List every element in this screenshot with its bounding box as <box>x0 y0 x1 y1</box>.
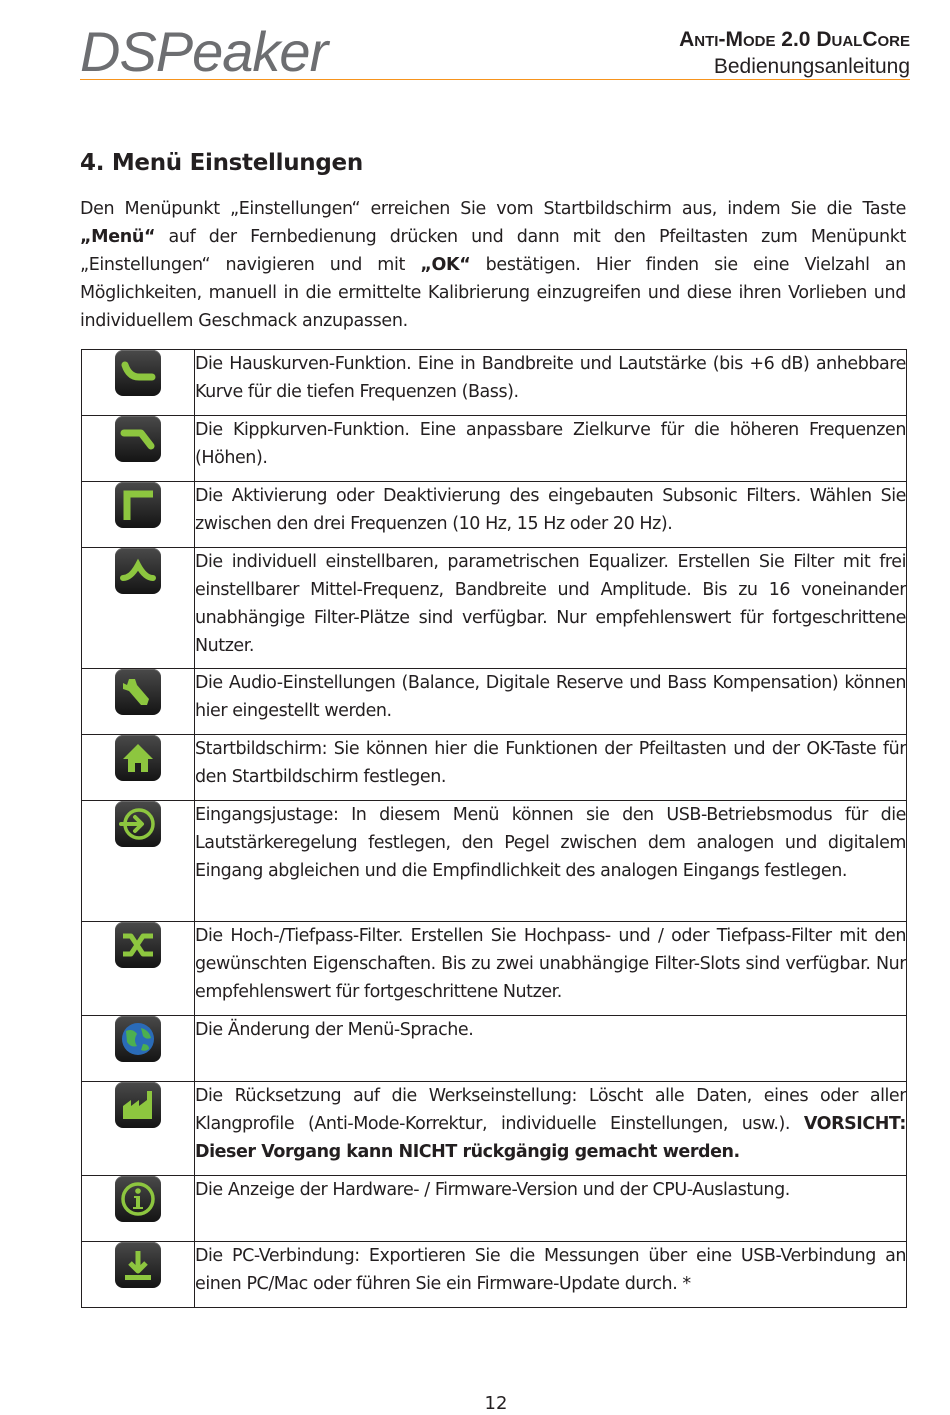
table-row <box>82 548 907 669</box>
row-description: Die Hauskurven-Funktion. Eine in Bandbreite und Lautstärke (bis +6 dB) anhebbare Kurve für die tiefen Frequenzen (Bass). <box>195 350 907 416</box>
table-row <box>82 669 907 735</box>
warning-text: VORSICHT: Dieser Vorgang kann NICHT rückgängig gemacht werden. <box>195 1114 906 1162</box>
row-description: Die Hoch-/Tiefpass-Filter. Erstellen Sie Hochpass- und / oder Tiefpass-Filter mit den gewünschten Eigenschaften. Bis zu zwei unabhängige Filter-Slots sind verfügbar. Nur empfehlenswert für fortgeschrittene Nutzer. <box>195 922 907 1016</box>
table-row <box>82 416 907 482</box>
row-description: Die Audio-Einstellungen (Balance, Digitale Reserve und Bass Kompensation) können hier eingestellt werden. <box>195 669 907 735</box>
parametric-eq-icon <box>115 548 161 594</box>
factory-reset-text: Die Rücksetzung auf die Werkseinstellung: Löscht alle Daten, eines oder aller Klangprofile (Anti-Mode-Korrektur, individuelle Einstellungen, usw.). <box>195 1086 906 1134</box>
brand-logo: DSPeaker <box>80 20 328 83</box>
page-number: 12 <box>484 1393 508 1414</box>
wrench-icon <box>115 669 161 715</box>
house-curve-icon <box>115 350 161 396</box>
menu-key-label: „Menü“ <box>80 227 156 247</box>
row-description: Die Anzeige der Hardware- / Firmware-Version und der CPU-Auslastung. <box>195 1176 907 1242</box>
intro-text-1: Den Menüpunkt „Einstellungen“ erreichen Sie vom Startbildschirm aus, indem Sie die Taste <box>80 199 906 219</box>
product-title: Anti-Mode 2.0 DualCore <box>679 28 910 51</box>
crossover-icon <box>115 922 161 968</box>
table-row <box>82 350 907 416</box>
table-row <box>82 1176 907 1242</box>
intro-text-2: auf der Fernbedienung drücken und dann mit den Pfeiltasten zum Menüpunkt „Einstellungen“ navigieren und mit <box>80 227 906 275</box>
info-icon <box>115 1176 161 1222</box>
table-row <box>82 1016 907 1082</box>
factory-icon <box>115 1082 161 1128</box>
row-description: Die Aktivierung oder Deaktivierung des eingebauten Subsonic Filters. Wählen Sie zwischen den drei Frequenzen (10 Hz, 15 Hz oder 20 Hz). <box>195 482 907 548</box>
row-description: Eingangsjustage: In diesem Menü können sie den USB-Betriebsmodus für die Lautstärkeregelung festlegen, den Pegel zwischen dem analogen und digitalem Eingang abgleichen und die Empfindlichkeit des analogen Eingangs festlegen. <box>195 801 907 922</box>
ok-key-label: „OK“ <box>420 255 471 275</box>
table-row <box>82 482 907 548</box>
download-icon <box>115 1242 161 1288</box>
table-row <box>82 735 907 801</box>
home-icon <box>115 735 161 781</box>
row-description: Startbildschirm: Sie können hier die Funktionen der Pfeiltasten und der OK-Taste für den Startbildschirm festlegen. <box>195 735 907 801</box>
header-divider <box>80 79 910 80</box>
input-icon <box>115 801 161 847</box>
table-row <box>82 1082 907 1176</box>
tilt-curve-icon <box>115 416 161 462</box>
intro-paragraph <box>80 195 906 335</box>
table-row <box>82 1242 907 1308</box>
globe-icon <box>115 1016 161 1062</box>
row-description: Die Änderung der Menü-Sprache. <box>195 1016 907 1082</box>
row-description: Die individuell einstellbaren, parametrischen Equalizer. Erstellen Sie Filter mit frei einstellbarer Mittel-Frequenz, Bandbreite und Amplitude. Bis zu 16 voneinander unabhängige Filter-Plätze sind verfügbar. Nur empfehlenswert für fortgeschrittene Nutzer. <box>195 548 907 669</box>
row-description <box>195 1082 907 1176</box>
intro-text-3: bestätigen. Hier finden sie eine Vielzahl an Möglichkeiten, manuell in die ermittelte Kalibrierung einzugreifen und diese ihren Vorlieben und individuellem Geschmack anzupassen. <box>80 255 906 331</box>
section-heading: 4. Menü Einstellungen <box>80 150 363 176</box>
settings-menu-table <box>81 349 907 1308</box>
row-description: Die PC-Verbindung: Exportieren Sie die Messungen über eine USB-Verbindung an einen PC/Mac oder führen Sie ein Firmware-Update durch. * <box>195 1242 907 1308</box>
subsonic-filter-icon <box>115 482 161 528</box>
document-subtitle: Bedienungsanleitung <box>713 55 910 78</box>
row-description: Die Kippkurven-Funktion. Eine anpassbare Zielkurve für die höheren Frequenzen (Höhen). <box>195 416 907 482</box>
table-row <box>82 922 907 1016</box>
table-row <box>82 801 907 922</box>
